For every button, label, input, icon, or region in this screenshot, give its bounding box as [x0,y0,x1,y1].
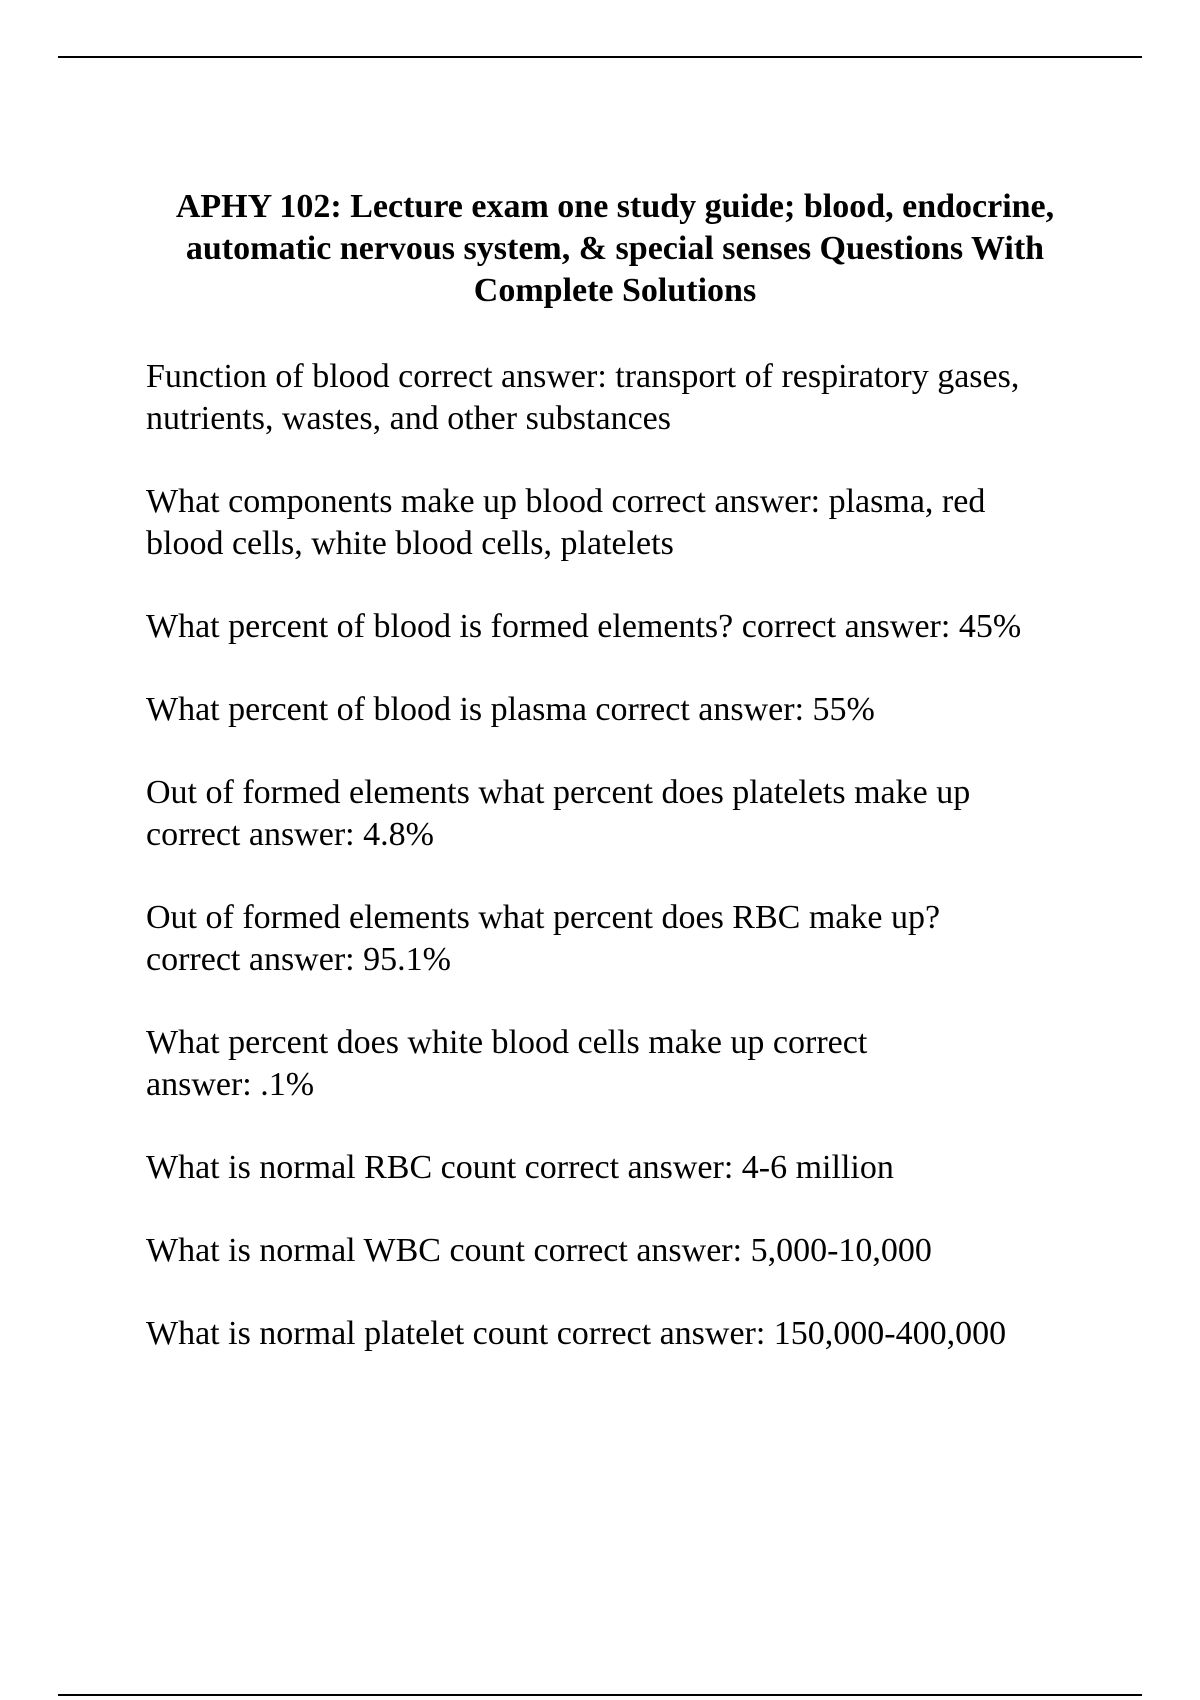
title-line: automatic nervous system, & special senses Questions With [185,230,1045,267]
qa-item-formed-elements-percent [146,606,1106,648]
qa-item-plasma-percent [146,689,1106,731]
qa-line: Out of formed elements what percent does RBC make up? [146,899,941,936]
qa-item-rbc-count [146,1147,1106,1189]
qa-line: What percent of blood is plasma correct answer: 55% [146,691,875,728]
qa-line: What components make up blood correct answer: plasma, red [146,483,986,520]
qa-item-wbc-count [146,1230,1106,1272]
qa-line: What is normal WBC count correct answer: 5,000-10,000 [146,1232,932,1269]
question-answer-list [146,356,1106,1396]
qa-line: nutrients, wastes, and other substances [146,400,671,437]
qa-line: correct answer: 95.1% [146,941,451,978]
qa-line: Out of formed elements what percent does platelets make up [146,774,971,811]
qa-line: What percent does white blood cells make up correct [146,1024,868,1061]
qa-line: Function of blood correct answer: transport of respiratory gases, [146,358,1020,395]
qa-line: What percent of blood is formed elements? correct answer: 45% [146,608,1022,645]
qa-item-wbc-percent [146,1022,1106,1106]
header-divider [58,56,1142,58]
title-line: APHY 102: Lecture exam one study guide; blood, endocrine, [175,188,1055,225]
qa-item-blood-function [146,356,1106,440]
qa-line: What is normal platelet count correct answer: 150,000-400,000 [146,1315,1007,1352]
footer-divider [58,1694,1142,1696]
qa-line: correct answer: 4.8% [146,816,434,853]
qa-line: blood cells, white blood cells, platelets [146,525,674,562]
title-line: Complete Solutions [473,272,757,309]
qa-item-platelets-percent [146,772,1106,856]
qa-line: answer: .1% [146,1066,315,1103]
document-title [130,186,1100,312]
qa-line: What is normal RBC count correct answer: 4-6 million [146,1149,894,1186]
qa-item-rbc-percent [146,897,1106,981]
qa-item-blood-components [146,481,1106,565]
qa-item-platelet-count [146,1313,1106,1355]
